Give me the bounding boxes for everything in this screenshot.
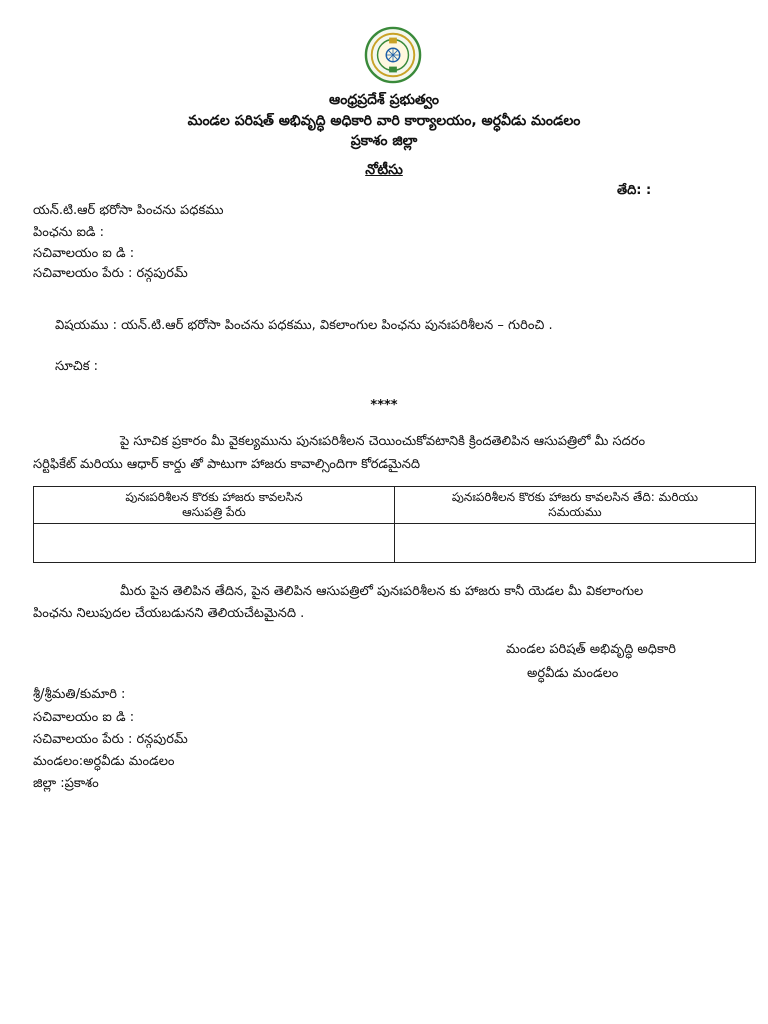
body-paragraph-2-line-1: మీరు పైన తెలిపిన తేదిన, పైన తెలిపిన ఆసుపత్రిలో పునఃపరిశీలన కు హాజరు కానీ యెడల మీ వికలాంగుల: [120, 584, 644, 599]
recipient-mandal: మండలం:అర్ధవీడు మండలం: [33, 754, 175, 769]
hospital-header-line-2: ఆసుపత్రి పేరు: [182, 505, 246, 519]
signatory-mandal: అర్ధవీడు మండలం: [527, 666, 619, 681]
office-heading: మండల పరిషత్ అభివృద్ధి అధికారి వారి కార్యాలయం, అర్ధవీడు మండలం: [187, 113, 581, 129]
notice-title: నోటీసు: [365, 162, 403, 178]
date-header-line-2: సమయము: [548, 505, 602, 519]
hospital-name-cell: [34, 524, 395, 563]
district-heading: ప్రకాశం జిల్లా: [350, 133, 418, 149]
pension-id-label: పింఛను ఐడి :: [33, 225, 105, 240]
secretariat-id-label: సచివాలయం ఐ డి :: [33, 246, 135, 261]
separator-stars: ****: [370, 398, 398, 413]
recipient-secretariat-id: సచివాలయం ఐ డి :: [33, 710, 135, 725]
recipient-name-label: శ్రీ/శ్రీమతి/కుమారి :: [33, 687, 126, 702]
government-heading: ఆంధ్రప్రదేశ్ ప్రభుత్వం: [329, 92, 439, 108]
hospital-column-header: [34, 487, 395, 524]
table-header-row: [34, 487, 756, 524]
hospital-header-line-1: పునఃపరిశీలన కొరకు హాజరు కావలసిన: [125, 490, 303, 504]
date-time-cell: [395, 524, 756, 563]
date-label: తేది: :: [617, 183, 652, 198]
signatory-designation: మండల పరిషత్ అభివృద్ధి అధికారి: [506, 642, 676, 657]
body-paragraph-2-line-2: పింఛను నిలుపుదల చేయబడునని తెలియచేటమైనది .: [33, 606, 305, 621]
subject-line: విషయము : యన్.టి.ఆర్ భరోసా పించను పధకము, వికలాంగుల పింఛను పునఃపరిశీలన – గురించి .: [55, 318, 553, 333]
date-time-column-header: [395, 487, 756, 524]
recipient-district: జిల్లా :ప్రకాశం: [33, 776, 99, 791]
secretariat-name-label: సచివాలయం పేరు : రన్గపురమ్: [33, 266, 188, 281]
reference-label: సూచిక :: [55, 359, 99, 374]
schedule-table: [33, 486, 756, 563]
scheme-name: యన్.టి.ఆర్ భరోసా పించను పధకము: [33, 203, 224, 218]
body-paragraph-1-line-1: పై సూచిక ప్రకారం మీ వైకల్యమును పునఃపరిశీలన చెయించుకోవటానికి క్రిందతెలిపిన ఆసుపత్రిలో మీ సదరం: [120, 434, 646, 449]
table-row: [34, 524, 756, 563]
recipient-secretariat-name: సచివాలయం పేరు : రన్గపురమ్: [33, 732, 188, 747]
ap-government-emblem-icon: [364, 26, 422, 84]
body-paragraph-1-line-2: సర్టిఫికేట్ మరియు ఆధార్ కార్డు తో పాటుగా హాజరు కావాల్సిందిగా కోరడమైనది: [33, 457, 421, 472]
date-header-line-1: పునఃపరిశీలన కొరకు హాజరు కావలసిన తేది: మరియు: [451, 490, 699, 504]
